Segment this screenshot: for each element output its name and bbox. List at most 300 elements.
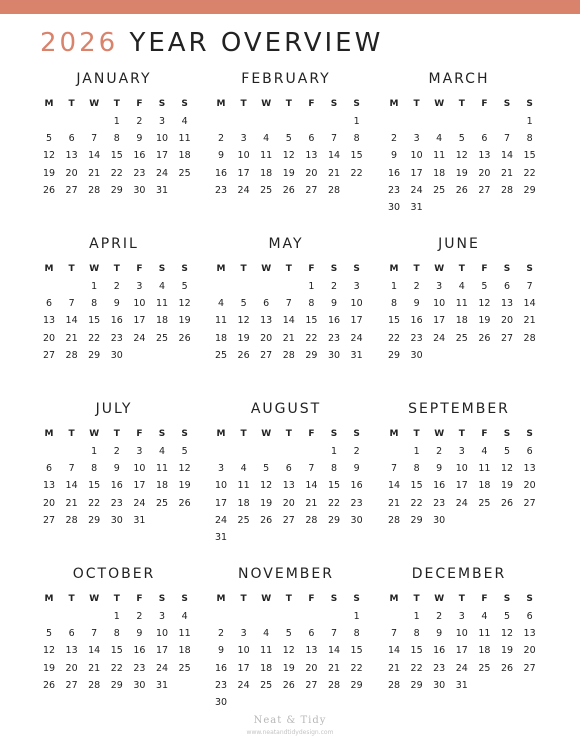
month-name: SEPTEMBER (408, 401, 510, 417)
day-cell: 29 (110, 679, 123, 691)
day-cell: 22 (88, 497, 101, 509)
day-cell: 2 (136, 611, 143, 622)
month-name: MARCH (428, 71, 490, 87)
day-cell: 17 (214, 497, 228, 509)
day-cell: 29 (305, 349, 318, 361)
weekday-header: F (308, 264, 315, 274)
weekday-header: F (308, 429, 315, 439)
day-cell: 18 (178, 645, 191, 657)
day-cell: 26 (478, 332, 491, 344)
day-cell: 16 (110, 480, 123, 492)
day-cell: 22 (350, 662, 363, 674)
day-cell: 6 (45, 298, 53, 310)
day-cell: 31 (155, 184, 169, 196)
day-cell: 20 (478, 167, 491, 179)
day-cell: 16 (387, 167, 401, 179)
weekday-header: T (240, 99, 247, 109)
day-cell: 9 (217, 150, 225, 162)
day-cell: 27 (42, 349, 56, 361)
day-cell: 2 (436, 611, 443, 622)
day-cell: 21 (88, 662, 101, 674)
day-cell: 6 (526, 446, 533, 457)
day-cell: 12 (478, 298, 491, 310)
weekday-header: S (353, 99, 360, 109)
day-cell: 26 (178, 332, 191, 344)
day-cell: 17 (455, 480, 468, 492)
day-cell: 8 (308, 298, 315, 310)
weekday-header: W (434, 264, 445, 274)
day-cell: 10 (237, 645, 250, 657)
day-cell: 18 (260, 167, 273, 179)
day-cell: 28 (500, 184, 514, 196)
day-cell: 13 (65, 150, 78, 162)
day-cell: 8 (390, 298, 398, 310)
day-cell: 23 (350, 497, 363, 509)
weekday-header: F (136, 264, 143, 274)
day-cell: 11 (478, 463, 491, 475)
day-cell: 18 (260, 662, 273, 674)
weekday-header: M (216, 99, 226, 109)
day-cell: 19 (42, 167, 56, 179)
day-cell: 19 (237, 332, 250, 344)
day-cell: 29 (327, 514, 341, 526)
weekday-header: S (181, 594, 188, 604)
day-cell: 16 (410, 315, 423, 327)
day-cell: 6 (503, 281, 511, 292)
month-february (212, 70, 363, 196)
weekday-header: W (434, 594, 445, 604)
day-cell: 3 (240, 133, 247, 145)
day-cell: 8 (91, 298, 98, 310)
weekday-header: S (330, 594, 338, 604)
day-cell: 3 (136, 446, 143, 457)
day-cell: 20 (500, 315, 514, 327)
day-cell: 9 (436, 463, 443, 475)
month-december (385, 565, 536, 691)
day-cell: 13 (305, 150, 318, 162)
day-cell: 26 (455, 184, 468, 196)
day-cell: 25 (155, 497, 169, 509)
weekday-header: S (526, 594, 533, 604)
month-june (385, 235, 536, 361)
day-cell: 17 (237, 167, 250, 179)
day-cell: 22 (110, 662, 123, 674)
day-cell: 13 (305, 645, 318, 657)
day-cell: 15 (305, 315, 318, 327)
day-cell: 22 (350, 167, 363, 179)
day-cell: 12 (178, 463, 191, 475)
day-cell: 30 (133, 184, 146, 196)
day-cell: 27 (523, 497, 536, 509)
day-cell: 2 (113, 446, 120, 457)
day-cell: 5 (458, 133, 465, 145)
day-cell: 1 (413, 611, 420, 622)
weekday-header: T (458, 594, 465, 604)
day-cell: 14 (387, 480, 401, 492)
month-march (385, 70, 536, 213)
weekday-header: T (113, 429, 120, 439)
weekday-header: M (216, 264, 226, 274)
day-cell: 18 (214, 332, 228, 344)
day-cell: 12 (237, 315, 250, 327)
day-cell: 9 (217, 645, 225, 657)
day-cell: 6 (68, 628, 75, 640)
month-september (385, 400, 536, 526)
day-cell: 4 (217, 298, 225, 310)
day-cell: 16 (433, 645, 446, 657)
day-cell: 7 (91, 133, 98, 145)
day-cell: 28 (305, 514, 318, 526)
day-cell: 11 (155, 463, 169, 475)
weekday-header: S (158, 264, 166, 274)
day-cell: 29 (387, 349, 401, 361)
weekday-header: S (181, 99, 188, 109)
day-cell: 7 (526, 281, 533, 292)
month-april (40, 235, 191, 361)
day-cell: 25 (178, 167, 191, 179)
day-cell: 5 (181, 281, 188, 292)
day-cell: 15 (88, 480, 101, 492)
weekday-header: T (413, 264, 420, 274)
day-cell: 18 (155, 315, 169, 327)
month-name: APRIL (89, 236, 139, 252)
day-cell: 6 (308, 628, 315, 640)
day-cell: 28 (282, 349, 295, 361)
weekday-header: F (481, 594, 488, 604)
day-cell: 25 (478, 497, 491, 509)
day-cell: 6 (68, 133, 75, 145)
day-cell: 17 (133, 480, 146, 492)
day-cell: 7 (68, 463, 75, 475)
day-cell: 10 (133, 298, 146, 310)
day-cell: 2 (413, 281, 420, 292)
day-cell: 26 (237, 349, 250, 361)
day-cell: 14 (88, 645, 101, 657)
day-cell: 29 (410, 514, 423, 526)
day-cell: 21 (387, 497, 401, 509)
day-cell: 15 (110, 645, 123, 657)
day-cell: 26 (42, 184, 56, 196)
day-cell: 9 (136, 628, 143, 640)
month-name: AUGUST (250, 401, 322, 417)
day-cell: 8 (526, 133, 533, 145)
weekday-header: S (158, 99, 166, 109)
day-cell: 19 (282, 662, 295, 674)
day-cell: 23 (110, 497, 123, 509)
day-cell: 21 (523, 315, 536, 327)
day-cell: 11 (478, 628, 491, 640)
day-cell: 13 (282, 480, 295, 492)
top-accent-bar (0, 0, 580, 14)
day-cell: 12 (178, 298, 191, 310)
day-cell: 7 (330, 133, 338, 145)
day-cell: 9 (353, 463, 360, 475)
day-cell: 12 (282, 150, 295, 162)
day-cell: 5 (503, 611, 511, 622)
weekday-header: M (389, 594, 399, 604)
day-cell: 27 (42, 514, 56, 526)
day-cell: 30 (410, 349, 423, 361)
weekday-header: S (353, 594, 360, 604)
day-cell: 25 (478, 662, 491, 674)
weekday-header: M (389, 99, 399, 109)
day-cell: 23 (433, 662, 446, 674)
weekday-header: W (261, 594, 272, 604)
month-name: MAY (268, 236, 304, 252)
day-cell: 13 (260, 315, 273, 327)
day-cell: 22 (327, 497, 341, 509)
day-cell: 16 (327, 315, 341, 327)
day-cell: 23 (387, 184, 401, 196)
day-cell: 7 (308, 463, 315, 475)
day-cell: 23 (110, 332, 123, 344)
weekday-header: F (308, 99, 315, 109)
day-cell: 3 (136, 281, 143, 292)
day-cell: 19 (478, 315, 491, 327)
day-cell: 20 (523, 645, 536, 657)
day-cell: 30 (387, 202, 401, 213)
day-cell: 1 (390, 281, 398, 292)
weekday-header: S (503, 429, 511, 439)
month-name: OCTOBER (72, 566, 156, 582)
day-cell: 12 (500, 628, 514, 640)
day-cell: 3 (353, 281, 360, 292)
day-cell: 31 (155, 679, 169, 691)
day-cell: 19 (455, 167, 468, 179)
day-cell: 13 (478, 150, 491, 162)
day-cell: 15 (327, 480, 341, 492)
day-cell: 28 (65, 349, 78, 361)
weekday-header: T (458, 99, 465, 109)
day-cell: 23 (133, 662, 146, 674)
day-cell: 10 (155, 628, 169, 640)
day-cell: 3 (240, 628, 247, 640)
day-cell: 20 (282, 497, 295, 509)
day-cell: 2 (217, 133, 225, 145)
day-cell: 25 (433, 184, 446, 196)
weekday-header: M (44, 594, 54, 604)
day-cell: 22 (410, 662, 423, 674)
weekday-header: T (113, 99, 120, 109)
day-cell: 4 (263, 133, 270, 145)
weekday-header: S (330, 99, 338, 109)
day-cell: 16 (214, 662, 228, 674)
day-cell: 16 (110, 315, 123, 327)
day-cell: 4 (158, 281, 166, 292)
weekday-header: W (261, 264, 272, 274)
day-cell: 19 (260, 497, 273, 509)
day-cell: 2 (217, 628, 225, 640)
day-cell: 22 (523, 167, 536, 179)
day-cell: 17 (155, 645, 169, 657)
month-august (212, 400, 363, 543)
weekday-header: S (353, 264, 360, 274)
day-cell: 9 (136, 133, 143, 145)
day-cell: 16 (133, 150, 146, 162)
day-cell: 4 (263, 628, 270, 640)
day-cell: 6 (45, 463, 53, 475)
day-cell: 2 (353, 446, 360, 457)
month-name: FEBRUARY (241, 71, 331, 87)
day-cell: 11 (214, 315, 228, 327)
day-cell: 5 (181, 446, 188, 457)
day-cell: 13 (65, 645, 78, 657)
day-cell: 7 (91, 628, 98, 640)
day-cell: 27 (65, 679, 78, 691)
weekday-header: M (216, 594, 226, 604)
weekday-header: T (458, 264, 465, 274)
title-year: 2026 (40, 28, 119, 58)
day-cell: 6 (308, 133, 315, 145)
day-cell: 21 (327, 167, 341, 179)
weekday-header: T (413, 429, 420, 439)
weekday-header: M (44, 429, 54, 439)
day-cell: 13 (523, 463, 536, 475)
day-cell: 17 (133, 315, 146, 327)
day-cell: 18 (237, 497, 250, 509)
weekday-header: F (136, 594, 143, 604)
weekday-header: T (240, 594, 247, 604)
day-cell: 10 (455, 628, 468, 640)
day-cell: 24 (133, 497, 146, 509)
weekday-header: S (353, 429, 360, 439)
day-cell: 14 (327, 150, 341, 162)
day-cell: 14 (305, 480, 318, 492)
day-cell: 20 (65, 662, 78, 674)
day-cell: 15 (110, 150, 123, 162)
day-cell: 11 (155, 298, 169, 310)
day-cell: 18 (478, 480, 491, 492)
day-cell: 30 (214, 697, 228, 708)
weekday-header: F (136, 429, 143, 439)
day-cell: 26 (282, 679, 295, 691)
weekday-header: S (526, 429, 533, 439)
day-cell: 1 (91, 281, 98, 292)
day-cell: 14 (65, 480, 78, 492)
day-cell: 27 (282, 514, 295, 526)
day-cell: 10 (350, 298, 363, 310)
weekday-header: F (481, 264, 488, 274)
day-cell: 3 (158, 116, 166, 127)
day-cell: 1 (330, 446, 338, 457)
weekday-header: T (240, 264, 247, 274)
day-cell: 27 (305, 184, 318, 196)
day-cell: 12 (260, 480, 273, 492)
day-cell: 8 (353, 628, 360, 640)
month-november (212, 565, 363, 708)
day-cell: 15 (88, 315, 101, 327)
day-cell: 23 (214, 184, 228, 196)
day-cell: 23 (410, 332, 423, 344)
day-cell: 17 (410, 167, 423, 179)
day-cell: 28 (65, 514, 78, 526)
day-cell: 7 (68, 298, 75, 310)
day-cell: 15 (410, 480, 423, 492)
day-cell: 4 (181, 116, 188, 127)
day-cell: 17 (155, 150, 169, 162)
day-cell: 12 (282, 645, 295, 657)
day-cell: 30 (433, 679, 446, 691)
day-cell: 24 (237, 184, 250, 196)
day-cell: 23 (214, 679, 228, 691)
day-cell: 2 (113, 281, 120, 292)
day-cell: 9 (436, 628, 443, 640)
day-cell: 25 (260, 679, 273, 691)
weekday-header: F (481, 99, 488, 109)
day-cell: 27 (478, 184, 491, 196)
day-cell: 30 (327, 349, 341, 361)
day-cell: 22 (387, 332, 401, 344)
day-cell: 26 (42, 679, 56, 691)
day-cell: 29 (88, 349, 101, 361)
day-cell: 4 (158, 446, 166, 457)
day-cell: 5 (481, 281, 488, 292)
month-name: DECEMBER (411, 566, 507, 582)
day-cell: 30 (133, 679, 146, 691)
day-cell: 25 (237, 514, 250, 526)
day-cell: 19 (178, 480, 191, 492)
day-cell: 28 (88, 679, 101, 691)
day-cell: 19 (500, 480, 514, 492)
day-cell: 11 (260, 645, 273, 657)
day-cell: 20 (65, 167, 78, 179)
day-cell: 30 (110, 349, 123, 361)
day-cell: 27 (523, 662, 536, 674)
day-cell: 18 (478, 645, 491, 657)
day-cell: 24 (237, 679, 250, 691)
day-cell: 15 (410, 645, 423, 657)
weekday-header: T (68, 99, 75, 109)
day-cell: 10 (410, 150, 423, 162)
day-cell: 20 (523, 480, 536, 492)
day-cell: 18 (155, 480, 169, 492)
day-cell: 21 (500, 167, 514, 179)
day-cell: 25 (214, 349, 228, 361)
month-name: NOVEMBER (238, 566, 334, 582)
day-cell: 9 (413, 298, 420, 310)
day-cell: 6 (526, 611, 533, 622)
day-cell: 10 (133, 463, 146, 475)
day-cell: 6 (263, 298, 270, 310)
day-cell: 18 (433, 167, 446, 179)
day-cell: 4 (458, 281, 465, 292)
day-cell: 17 (433, 315, 446, 327)
weekday-header: M (44, 99, 54, 109)
day-cell: 28 (387, 514, 401, 526)
day-cell: 6 (285, 463, 292, 475)
month-october (40, 565, 191, 691)
day-cell: 20 (305, 167, 318, 179)
day-cell: 1 (113, 116, 120, 127)
day-cell: 22 (305, 332, 318, 344)
day-cell: 11 (178, 628, 191, 640)
day-cell: 17 (350, 315, 363, 327)
day-cell: 11 (455, 298, 468, 310)
day-cell: 7 (330, 628, 338, 640)
day-cell: 22 (110, 167, 123, 179)
day-cell: 12 (42, 645, 56, 657)
day-cell: 22 (88, 332, 101, 344)
day-cell: 9 (330, 298, 338, 310)
weekday-header: S (158, 429, 166, 439)
day-cell: 26 (178, 497, 191, 509)
day-cell: 17 (455, 645, 468, 657)
day-cell: 13 (523, 628, 536, 640)
day-cell: 8 (113, 628, 120, 640)
weekday-header: W (434, 429, 445, 439)
day-cell: 30 (350, 514, 363, 526)
weekday-header: T (68, 429, 75, 439)
